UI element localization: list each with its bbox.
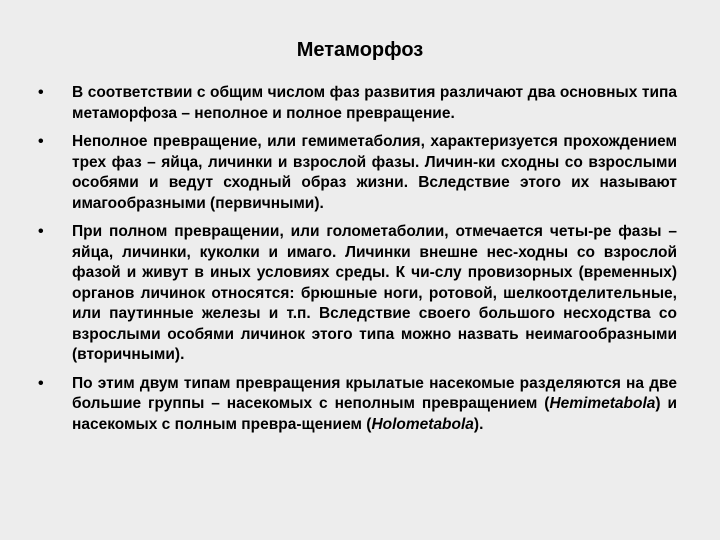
bullet-text: В соответствии с общим числом фаз развития различают два основных типа метаморфоза – неполное и полное превращение. (72, 84, 677, 122)
slide-title: Метаморфоз (296, 39, 424, 61)
bullet-text: Неполное превращение, или гемиметаболия, характеризуется прохождением трех фаз – яйца, личинки и взрослой фазы. Личин-ки сходны со взрослыми особями и ведут сходный образ жизни. Вследствие этого их называют имагообразными (первичными). (72, 133, 677, 212)
bullet-dot-icon: • (38, 133, 44, 150)
latin-term-holometabola: Holometabola (371, 415, 474, 433)
bullet-dot-icon: • (38, 223, 44, 240)
bullet-text-part: По этим двум типам превращения крылатые насекомые разделяются на две большие группы – насекомых с неполным превращением ( (72, 374, 677, 412)
bullet-text: При полном превращении, или голометаболии, отмечается четы-ре фазы – яйца, личинки, куколки и имаго. Личинки внешне нес-ходны со взрослой фазой и живут в иных условиях среды. К чи-слу провизорных (временных) органов личинок относятся: брюшные ноги, ротовой, шелкоотделительные, или паутинные железы и т.п. Вследствие своего большого несходства со взрослыми особями личинок этого типа можно назвать неимагообразными (вторичными). (72, 223, 677, 363)
bullet-text-part: ) и насекомых с полным превра-щением ( (72, 395, 678, 433)
bullet-dot-icon: • (38, 84, 44, 101)
bullet-item (0, 222, 720, 366)
bullet-item (0, 374, 720, 436)
bullet-text (72, 374, 677, 436)
bullet-text-part: ). (473, 415, 484, 433)
bullet-list (0, 83, 720, 443)
latin-term-hemimetabola: Hemimetabola (549, 395, 656, 412)
bullet-item (0, 83, 720, 124)
bullet-item (0, 132, 720, 214)
bullet-dot-icon: • (38, 374, 44, 392)
